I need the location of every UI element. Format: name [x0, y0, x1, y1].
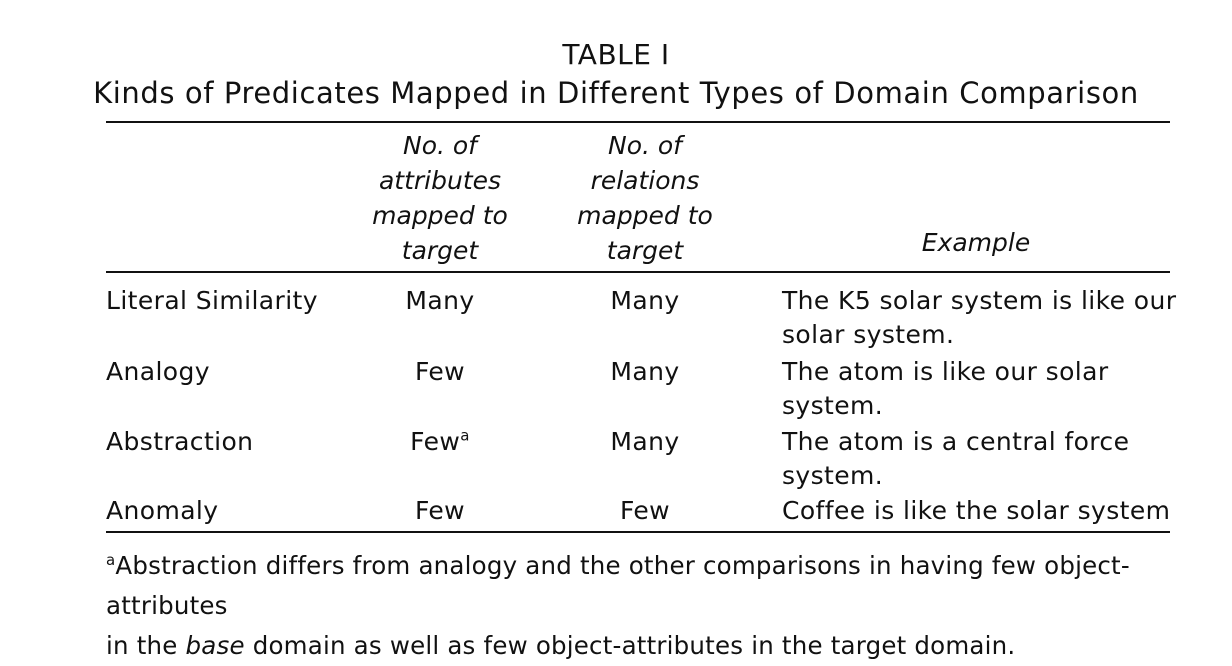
example-line: The K5 solar system is like our — [782, 286, 1177, 315]
header-line: target — [606, 236, 684, 265]
footnote-line — [106, 546, 1186, 626]
example-cell — [782, 425, 1182, 493]
relations-cell: Many — [610, 427, 680, 456]
footnote-text: Abstraction differs from analogy and the other comparisons in having few object-attributes — [106, 551, 1130, 620]
footnote-line — [106, 626, 1186, 666]
header-line: No. of — [608, 131, 682, 160]
attributes-cell: Few — [414, 357, 466, 386]
header-rule — [106, 271, 1170, 273]
header-line: target — [401, 236, 479, 265]
table-number: TABLE I — [562, 38, 670, 71]
row-label: Analogy — [106, 357, 210, 386]
example-cell — [782, 494, 1182, 528]
header-line: mapped to — [372, 201, 508, 230]
column-header-example: Example — [921, 228, 1031, 257]
header-line: relations — [590, 166, 700, 195]
top-rule — [106, 121, 1170, 123]
row-label: Literal Similarity — [106, 286, 318, 315]
footnote-marker: a — [106, 550, 116, 569]
header-line: mapped to — [577, 201, 713, 230]
example-line: The atom is like our solar — [782, 357, 1109, 386]
relations-cell: Many — [610, 286, 680, 315]
relations-cell: Few — [619, 496, 671, 525]
footnote-text: domain as well as few object-attributes in the target domain. — [244, 631, 1016, 660]
attributes-cell: Many — [405, 286, 475, 315]
example-line: The atom is a central force — [782, 427, 1130, 456]
column-header-attributes — [330, 128, 550, 268]
bottom-rule — [106, 531, 1170, 533]
example-cell — [782, 355, 1182, 423]
header-line: No. of — [403, 131, 477, 160]
relations-cell: Many — [610, 357, 680, 386]
table-footnote — [106, 546, 1186, 666]
example-cell — [782, 284, 1182, 352]
example-line: Coffee is like the solar system — [782, 496, 1171, 525]
footnote-emphasis: base — [185, 631, 245, 660]
example-line: solar system. — [782, 320, 955, 349]
row-label: Abstraction — [106, 427, 254, 456]
attributes-cell: Few — [414, 496, 466, 525]
footnote-marker: a — [460, 426, 470, 445]
table-title: Kinds of Predicates Mapped in Different Types of Domain Comparison — [93, 76, 1139, 110]
attributes-value: Few — [410, 427, 461, 456]
column-header-relations — [535, 128, 755, 268]
footnote-text: in the — [106, 631, 186, 660]
header-line: attributes — [378, 166, 502, 195]
row-label: Anomaly — [106, 496, 219, 525]
example-line: system. — [782, 461, 884, 490]
example-line: system. — [782, 391, 884, 420]
attributes-cell — [330, 425, 550, 459]
